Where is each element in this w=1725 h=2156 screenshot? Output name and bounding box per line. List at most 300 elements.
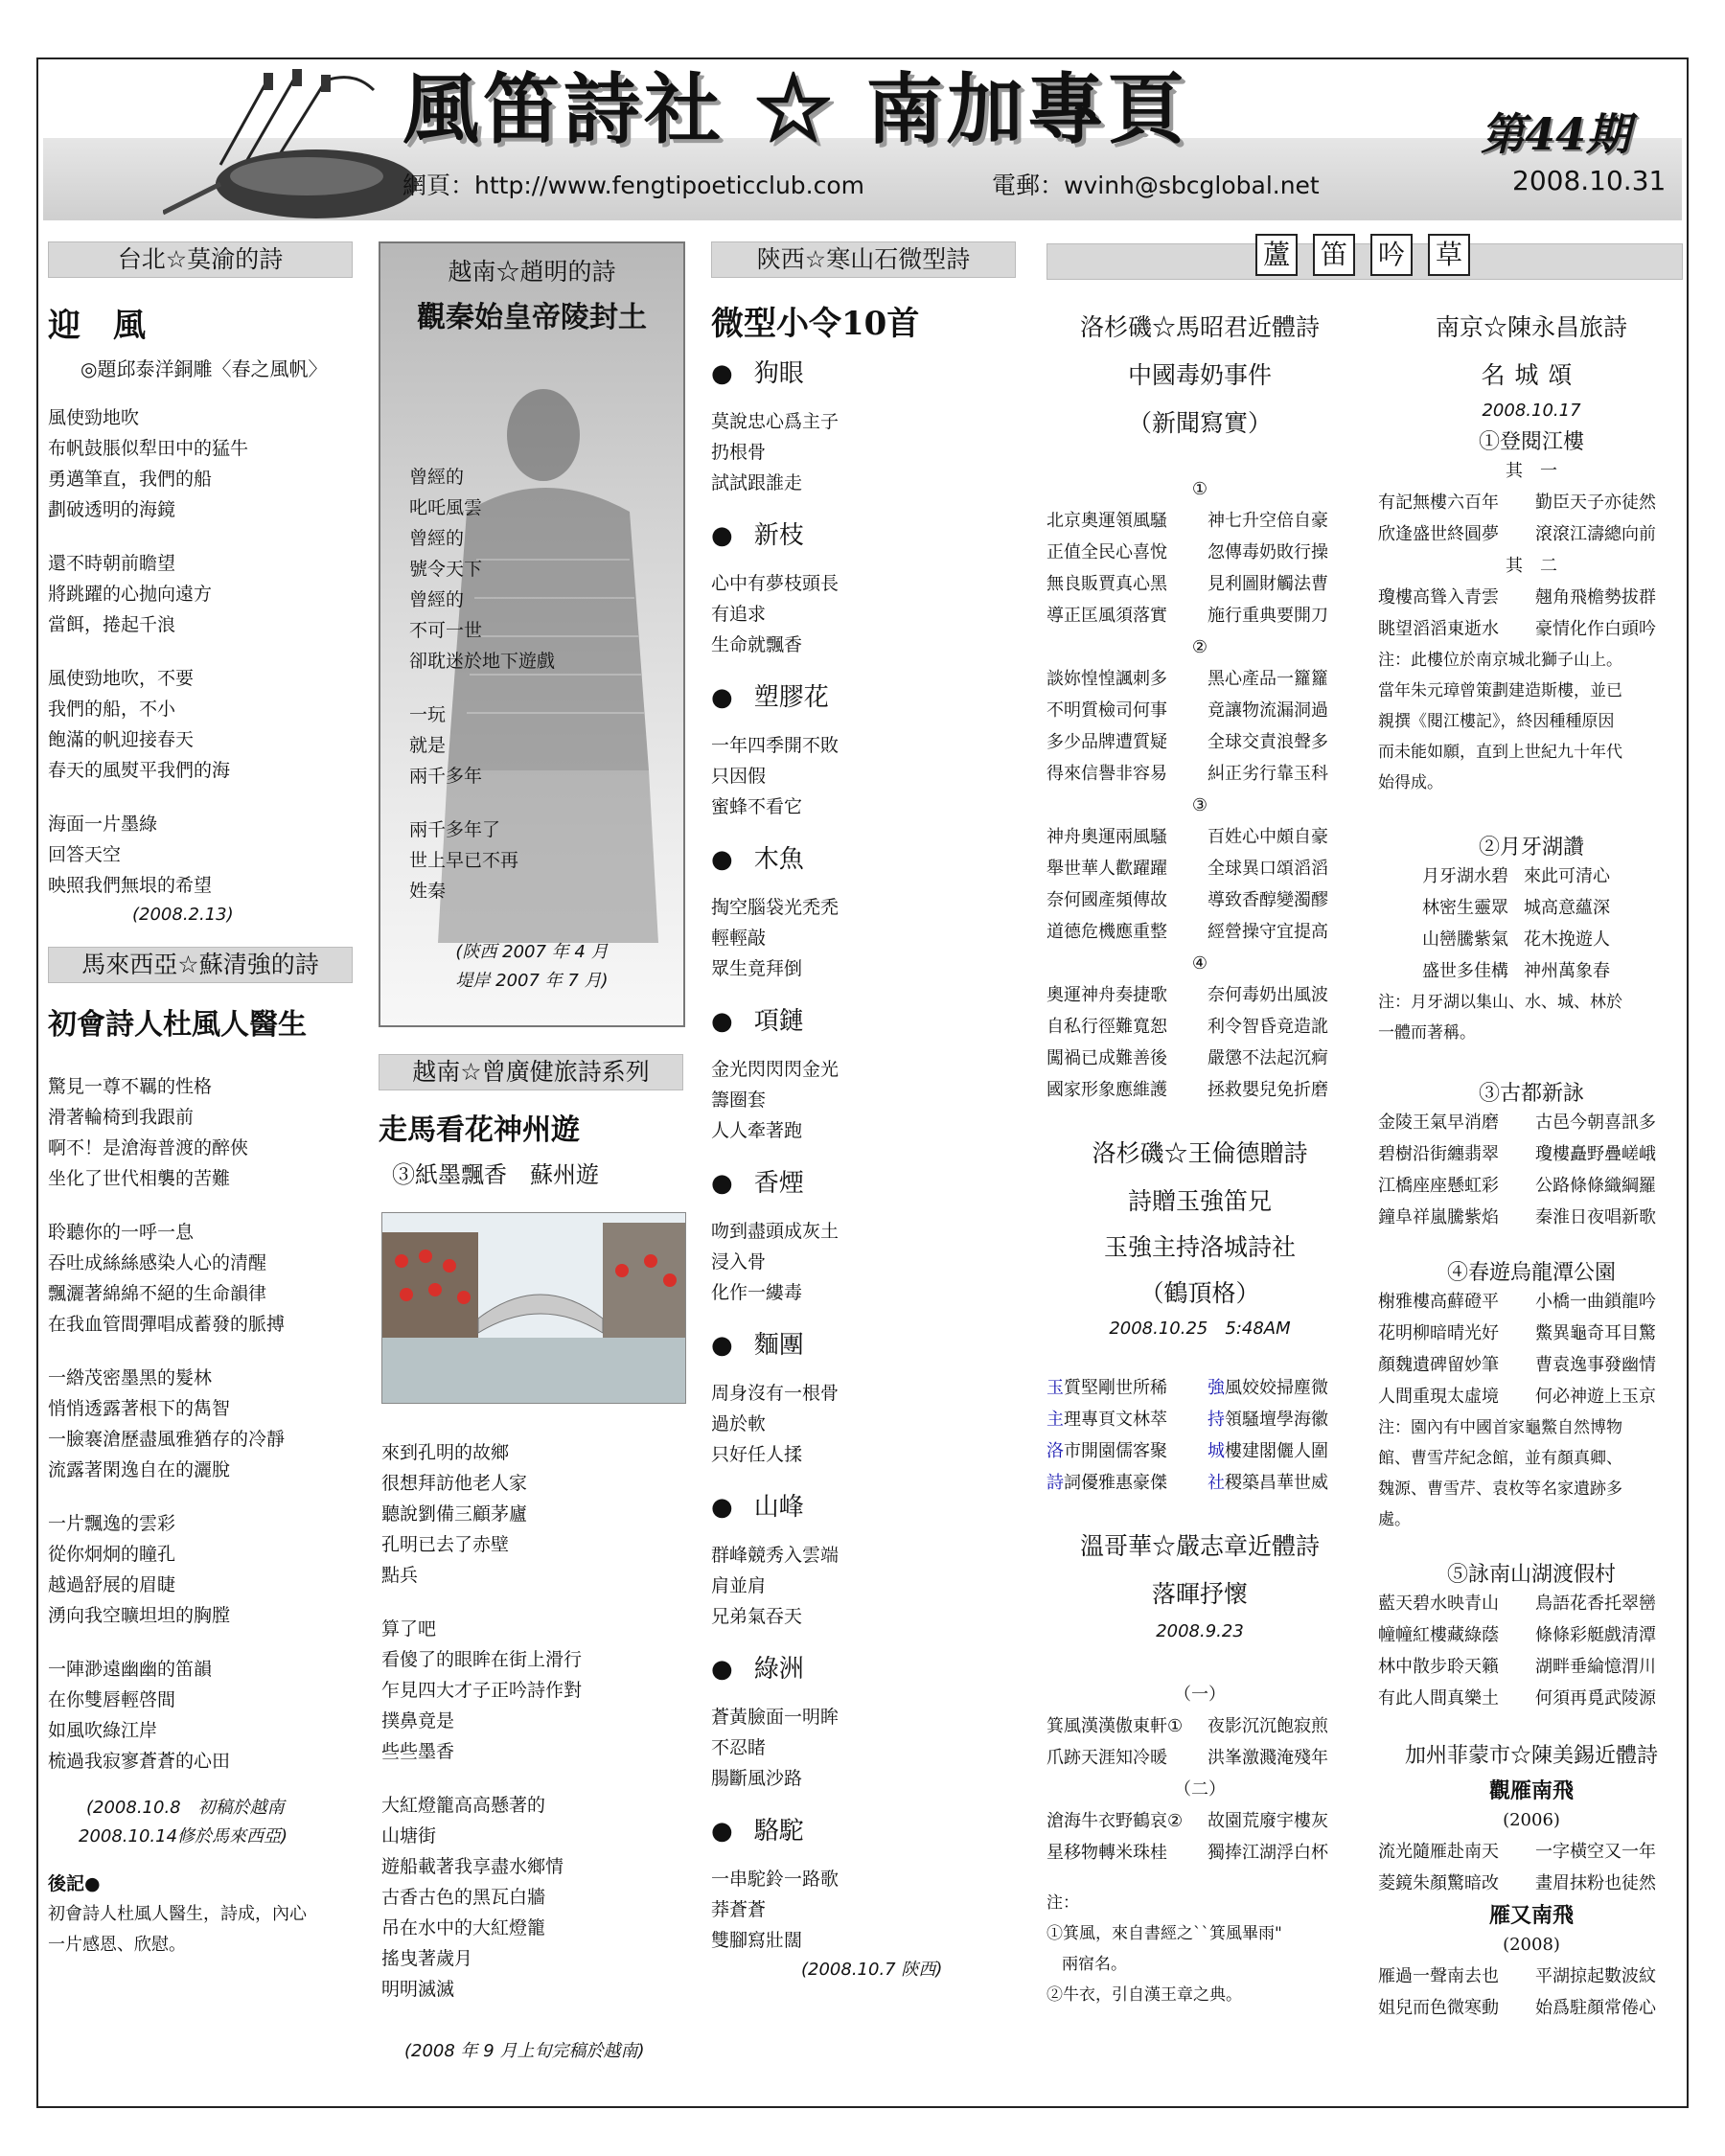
couplet-line: 全球異口頌滔滔 (1208, 859, 1328, 879)
couplet-line: 利令智昏竟造訛 (1208, 1017, 1328, 1037)
couplet-line: 山巒騰紫氣 (1422, 929, 1508, 950)
micro-poem-heading (711, 516, 1018, 551)
couplet-line: 鱉異龜奇耳目驚 (1535, 1323, 1656, 1343)
poem-line: 算了吧 (381, 1618, 437, 1640)
couplet-line: 滄海牛衣野鶴哀② (1046, 1811, 1184, 1831)
couplet-row (1378, 518, 1685, 550)
poem-line: 流露著閑逸自在的灑脫 (48, 1459, 231, 1480)
poem-line: 輕輕敲 (711, 928, 767, 949)
couplet-line: 一字橫空又一年 (1535, 1842, 1656, 1862)
couplet-group (1378, 1836, 1685, 1899)
acrostic-rest: 理專頁文林萃 (1064, 1410, 1167, 1430)
poem-line: 化作一縷毒 (711, 1282, 803, 1303)
poem-line: 海面一片墨綠 (48, 814, 158, 835)
couplet-row (1422, 860, 1685, 892)
couplet-line: 雁過一聲南去也 (1378, 1966, 1499, 1986)
poem-line: 叱吒風雲 (409, 497, 483, 518)
couplet-line: 菱鏡朱顏驚暗改 (1378, 1873, 1499, 1893)
couplet-row (1046, 695, 1353, 726)
poem-line: 驚見一尊不羈的性格 (48, 1076, 213, 1097)
poem-title: 迎 風 (48, 307, 146, 345)
note-text: ②牛衣，引自漢王章之典。 (1046, 1985, 1242, 2005)
couplet-group (1378, 1107, 1685, 1233)
couplet-row (1046, 726, 1353, 758)
couplet-group (1378, 1286, 1685, 1412)
couplet-line: 瓊樓高聳入青雲 (1378, 587, 1499, 608)
couplet-line: 嚴懲不法起沉痾 (1208, 1048, 1328, 1068)
couplet-line: 全球交責浪聲多 (1208, 732, 1328, 752)
couplet-line: 星移物轉米珠桂 (1046, 1843, 1167, 1863)
acrostic-row (1046, 1372, 1353, 1404)
poem-line: 風使勁地吹，不要 (48, 668, 195, 689)
couplet-row (1378, 1836, 1685, 1868)
acrostic-row (1046, 1435, 1353, 1467)
couplet-row (1378, 1381, 1685, 1412)
footnote-line: 處。 (1378, 1510, 1411, 1529)
footnote (1378, 645, 1685, 798)
poem-line: 看傻了的眼眸在街上滑行 (381, 1649, 583, 1670)
footnote-line: 注：園內有中國首家龜鱉自然博物 (1378, 1418, 1622, 1437)
note-label: 注： (1046, 1893, 1079, 1913)
website-link[interactable]: 網頁：http://www.fengtipoeticclub.com (402, 172, 865, 199)
couplet-row (1378, 1683, 1685, 1714)
header-char: 笛 (1313, 234, 1355, 276)
acrostic-head-char: 持 (1208, 1410, 1225, 1430)
footnote-line: 注：月牙湖以集山、水、城、林於 (1378, 993, 1622, 1012)
masthead-title: 風笛詩社 ☆ 南加專頁 (402, 64, 1188, 154)
section-header: 越南☆趙明的詩 (448, 258, 616, 286)
poem-date: 2008.10.14修於馬來西亞) (79, 1826, 288, 1846)
poem-date: 2008.10.25 5:48AM (1109, 1319, 1291, 1339)
couplet-line: 盛世多佳構 (1422, 961, 1508, 981)
couplet-line: 公路條條織綱羅 (1535, 1176, 1656, 1196)
bullet-icon: ● (711, 1331, 733, 1360)
couplet-line: 平湖掠起數波紋 (1535, 1966, 1656, 1986)
acrostic-head-char: 主 (1046, 1410, 1064, 1430)
stanza (48, 1363, 355, 1485)
couplet-line: 故園荒廢宇樓灰 (1208, 1811, 1328, 1831)
couplet-row (1378, 1992, 1685, 2024)
poem-line: 孔明已去了赤壁 (381, 1534, 510, 1555)
acrostic-head-char: 強 (1208, 1378, 1225, 1398)
poem-line: 兄弟氣吞天 (711, 1606, 803, 1627)
couplet-line: 神州萬象春 (1524, 961, 1610, 981)
column-4 (1046, 309, 1353, 2010)
micro-poem-body (711, 892, 1018, 984)
couplet-line: 林密生靈眾 (1422, 898, 1508, 918)
poem-line: 蒼黃臉面一明眸 (711, 1707, 840, 1728)
poem-line: 聽說劉備三顧茅廬 (381, 1503, 528, 1525)
couplet-row (1046, 1011, 1353, 1043)
stanza-label: 其 二 (1506, 556, 1557, 576)
couplet-line: 箕風漢漢傲東軒① (1046, 1716, 1184, 1736)
feature-box (379, 241, 685, 1027)
poem-date: 2008.10.17 (1482, 401, 1581, 421)
stanza (48, 1508, 355, 1631)
couplet-row (1046, 505, 1353, 537)
poem-line: 浸入骨 (711, 1251, 767, 1273)
couplet-line: 忽傳毒奶敗行操 (1208, 542, 1328, 562)
micro-poem-heading (711, 839, 1018, 875)
couplet-line: 花木挽遊人 (1524, 929, 1610, 950)
couplet-row (1378, 1588, 1685, 1619)
poem-subtitle: ①登閱江樓 (1478, 430, 1584, 454)
note-text: 兩宿名。 (1062, 1955, 1127, 1974)
couplet-line: 江橋座座懸虹彩 (1378, 1176, 1499, 1196)
bagpipe-icon (163, 69, 422, 222)
couplet-row (1378, 1961, 1685, 1992)
poem-line: 悄悄透露著根下的雋智 (48, 1398, 231, 1419)
couplet-line: 北京奧運領風騷 (1046, 511, 1167, 531)
acrostic-half (1046, 1372, 1208, 1404)
couplet-line: 秦淮日夜唱新歌 (1535, 1207, 1656, 1227)
poem-line: 一陣渺遠幽幽的笛韻 (48, 1659, 213, 1680)
poem-line: 從你炯炯的瞳孔 (48, 1544, 176, 1565)
suzhou-canal-photo (381, 1212, 686, 1404)
couplet-line: 欣逢盛世終圓夢 (1378, 524, 1499, 544)
poem-date: (2008.10.7 陝西) (801, 1960, 943, 1980)
poem-line: 撲鼻竟是 (381, 1710, 455, 1732)
micro-poem-name: 駱駝 (753, 1817, 804, 1846)
couplet-line: 鐘阜祥嵐騰紫焰 (1378, 1207, 1499, 1227)
postscript-text: 初會詩人杜風人醫生，詩成，內心 (48, 1904, 307, 1924)
poem-date: (2008 年 9 月上旬完稿於越南) (404, 2041, 645, 2061)
poem-line: 扔根骨 (711, 442, 767, 463)
couplet-group (1046, 1805, 1353, 1869)
poem-line: 有追求 (711, 604, 767, 625)
stanza (48, 809, 355, 901)
couplet-line: 施行重典要開刀 (1208, 606, 1328, 626)
poem-title: 微型小令10首 (711, 305, 920, 343)
poem-title: 走馬看花神州遊 (379, 1113, 580, 1147)
micro-poem-body (711, 730, 1018, 822)
poem-line: 金光閃閃閃金光 (711, 1059, 840, 1080)
couplet-line: 城高意蘊深 (1524, 898, 1610, 918)
couplet-row (1378, 1318, 1685, 1349)
couplet-row (1046, 884, 1353, 916)
micro-poem-body (711, 568, 1018, 660)
couplet-line: 有記無樓六百年 (1378, 493, 1499, 513)
footnote-line: 而未能如願，直到上世紀九十年代 (1378, 743, 1622, 762)
acrostic-head-char: 詩 (1046, 1473, 1064, 1493)
poem-line: 雙腳寫壯闊 (711, 1930, 803, 1951)
poem-line: 曾經的 (409, 467, 465, 488)
couplet-line: 不明質檢司何事 (1046, 700, 1167, 721)
poem-line: 曾經的 (409, 528, 465, 549)
poem-line: 群峰競秀入雲端 (711, 1545, 840, 1566)
micro-poem-name: 新枝 (753, 521, 804, 550)
acrostic-half (1046, 1404, 1208, 1435)
acrostic-rest: 風姣姣掃塵微 (1225, 1378, 1328, 1398)
masthead (43, 61, 1682, 222)
poem-line: 滑著輪椅到我跟前 (48, 1107, 195, 1128)
couplet-line: 糾正劣行靠玉科 (1208, 764, 1328, 784)
poem-title: 雁又南飛 (1488, 1903, 1574, 1928)
section-header: 馬來西亞☆蘇清強的詩 (48, 947, 353, 983)
couplet-row (1378, 1202, 1685, 1233)
poem-line: 生命就飄香 (711, 634, 803, 655)
couplet-row (1046, 1710, 1353, 1742)
poem-date: (2008.2.13) (132, 905, 234, 925)
poem-line: 風使勁地吹 (48, 407, 140, 428)
poem-line: 還不時朝前瞻望 (48, 553, 176, 574)
acrostic-row (1046, 1467, 1353, 1499)
couplet-line: 有此人間真樂土 (1378, 1688, 1499, 1709)
author-header: 洛杉磯☆王倫德贈詩 (1092, 1139, 1308, 1167)
acrostic-half (1208, 1410, 1328, 1430)
stanza (48, 1071, 355, 1194)
couplet-line: 眺望滔滔東逝水 (1378, 619, 1499, 639)
poem-line: 號令天下 (409, 559, 483, 580)
couplet-line: 談妳惶惶諷刺多 (1046, 669, 1167, 689)
canal-image (382, 1213, 685, 1403)
poem-subtitle: ②月牙湖讚 (1478, 836, 1584, 860)
couplet-line: 姐兒而色微寒動 (1378, 1998, 1499, 2018)
email-link[interactable]: 電郵：wvinh@sbcglobal.net (992, 172, 1320, 199)
poem-line: 春天的風熨平我們的海 (48, 760, 231, 781)
couplet-row (1046, 821, 1353, 853)
poem-line: 肩並肩 (711, 1575, 767, 1596)
couplet-line: 小橋一曲鎖龍吟 (1535, 1292, 1656, 1312)
footnote-line: 一體而著稱。 (1378, 1023, 1476, 1043)
poem-line: 心中有夢枝頭長 (711, 573, 840, 594)
couplet-row (1046, 758, 1353, 790)
couplet-row (1378, 1651, 1685, 1683)
poem-line: 布帆鼓脹似犁田中的猛牛 (48, 438, 249, 459)
poem-line: 回答天空 (48, 844, 122, 865)
bullet-icon: ● (711, 1817, 733, 1846)
couplet-line: 條條彩艇戲清潭 (1535, 1625, 1656, 1645)
couplet-row (1046, 600, 1353, 631)
poem-line: 曾經的 (409, 589, 465, 610)
couplet-line: 藍天碧水映青山 (1378, 1594, 1499, 1614)
poem-line: 在你雙唇輕啓間 (48, 1689, 176, 1710)
poem-line: 將跳躍的心抛向遠方 (48, 584, 213, 605)
footnote-line: 始得成。 (1378, 773, 1443, 792)
poem-line: 周身沒有一根骨 (711, 1383, 840, 1404)
poem-line: 梳過我寂寥蒼蒼的心田 (48, 1751, 231, 1772)
couplet-line: 竟讓物流漏洞過 (1208, 700, 1328, 721)
footnote-line: 注：此樓位於南京城北獅子山上。 (1378, 651, 1622, 670)
micro-poem-heading (711, 1649, 1018, 1685)
poem-subtitle: （鶴頂格） (1139, 1279, 1260, 1307)
poem-line: 不忍睹 (711, 1737, 767, 1758)
couplet-line: 國家形象應維護 (1046, 1080, 1167, 1100)
micro-poem-heading (711, 354, 1018, 389)
couplet-row (1422, 924, 1685, 955)
poem-year: (2006) (1503, 1810, 1560, 1830)
micro-poem-name: 木魚 (753, 845, 804, 874)
bullet-icon: ● (711, 521, 733, 550)
poem-line: 莽蒼蒼 (711, 1899, 767, 1920)
poem-line: 試試跟誰走 (711, 472, 803, 493)
stanza-number: （二） (1174, 1779, 1226, 1800)
author-header: 溫哥華☆嚴志章近體詩 (1079, 1532, 1320, 1560)
couplet-line: 金陵王氣早消磨 (1378, 1112, 1499, 1133)
couplet-line: 湖畔垂綸憶渭川 (1535, 1657, 1656, 1677)
micro-poem-body (711, 1864, 1018, 1956)
couplet-line: 得來信譽非容易 (1046, 764, 1167, 784)
couplet-line: 奈何毒奶出風波 (1208, 985, 1328, 1005)
poem-subtitle: ⑤詠南山湖渡假村 (1446, 1563, 1616, 1587)
couplet-line: 碧樹沿街纏翡翠 (1378, 1144, 1499, 1164)
poem-title: 名城頌 (1481, 361, 1582, 389)
couplet-row (1046, 916, 1353, 948)
couplet-line: 曹袁逸事發幽情 (1535, 1355, 1656, 1375)
poem-subtitle: ③古都新詠 (1478, 1082, 1584, 1106)
footnote (1378, 1412, 1685, 1535)
stanza (48, 402, 355, 525)
poem-line: 兩千多年了 (409, 819, 501, 840)
couplet-row (1046, 1043, 1353, 1074)
couplet-line: 夜影沉沉飽寂煎 (1208, 1716, 1328, 1736)
column-3 (711, 241, 1018, 1984)
couplet-row (1378, 1868, 1685, 1899)
poem-line: 一年四季開不敗 (711, 735, 840, 756)
couplet-line: 獨捧江湖浮白杯 (1208, 1843, 1328, 1863)
poem-line: 姓秦 (409, 881, 447, 902)
micro-poem-body (711, 1540, 1018, 1632)
stanza (48, 1217, 355, 1340)
couplet-row (1046, 568, 1353, 600)
couplet-line: 瓊樓矗野疊嵯峨 (1535, 1144, 1656, 1164)
section-header: 越南☆曾廣健旅詩系列 (379, 1054, 683, 1090)
poem-line: 大紅燈籠高高懸著的 (381, 1795, 546, 1816)
acrostic-head-char: 社 (1208, 1473, 1225, 1493)
poem-line: 啊不！是滄海普渡的醉俠 (48, 1137, 249, 1158)
poem-subtitle: ◎題邱泰洋銅雕〈春之風帆〉 (80, 357, 328, 380)
couplet-row (1422, 892, 1685, 924)
footnote-line: 當年朱元璋曾策劃建造斯樓，並已 (1378, 681, 1622, 700)
micro-poem-heading (711, 677, 1018, 713)
couplet-group (1378, 1961, 1685, 2024)
author-header: 加州菲蒙市☆陳美錫近體詩 (1404, 1744, 1658, 1768)
couplet-row (1046, 537, 1353, 568)
couplet-line: 花明柳暗晴光好 (1378, 1323, 1499, 1343)
couplet-line: 神七升空倍自豪 (1208, 511, 1328, 531)
couplet-row (1046, 663, 1353, 695)
poem-line: 些些墨香 (381, 1741, 455, 1762)
poem-date: (2008.10.8 初稿於越南 (86, 1798, 285, 1818)
poem-line: 莫說忠心爲主子 (711, 411, 840, 432)
acrostic-half (1208, 1378, 1328, 1398)
bullet-icon: ● (711, 1655, 733, 1684)
poem-line: 兩千多年 (409, 766, 483, 787)
couplet-row (1378, 487, 1685, 518)
acrostic-head-char: 玉 (1046, 1378, 1064, 1398)
poem-line: 人人牽著跑 (711, 1120, 803, 1141)
poem-line: 湧向我空曠坦坦的胸膛 (48, 1605, 231, 1626)
couplet-line: 導致香醇變濁醪 (1208, 890, 1328, 910)
poem-line: 掏空腦袋光禿禿 (711, 897, 840, 918)
micro-poem-name: 狗眼 (753, 359, 804, 388)
couplet-line: 林中散步聆天籟 (1378, 1657, 1499, 1677)
postscript-label: 後記● (48, 1873, 101, 1894)
poem-line: 古香古色的黑瓦白牆 (381, 1887, 546, 1908)
poem-date: 2008.9.23 (1156, 1621, 1244, 1641)
poem-line: 飽滿的帆迎接春天 (48, 729, 195, 750)
micro-poem-body (711, 1702, 1018, 1794)
poem-line: 吞吐成絲絲感染人心的清醒 (48, 1252, 267, 1273)
poem-title: 初會詩人杜風人醫生 (48, 1008, 307, 1042)
couplet-group (1046, 979, 1353, 1106)
couplet-row (1046, 1074, 1353, 1106)
acrostic-rest: 質堅剛世所稀 (1064, 1378, 1167, 1398)
couplet-line: 鳥語花香托翠巒 (1535, 1594, 1656, 1614)
couplet-group (1378, 582, 1685, 645)
bullet-icon: ● (711, 359, 733, 388)
poem-title: 觀雁南飛 (1488, 1778, 1574, 1803)
couplet-line: 榭雅樓高蘚磴平 (1378, 1292, 1499, 1312)
acrostic-rest: 市開園儒客聚 (1064, 1441, 1167, 1461)
couplet-row (1046, 1837, 1353, 1869)
poem-title: 觀秦始皇帝陵封土 (417, 301, 647, 334)
couplet-line: 月牙湖水碧 (1422, 866, 1508, 886)
couplet-line: 勤臣天子亦徒然 (1535, 493, 1656, 513)
micro-poem-body (711, 1378, 1018, 1470)
couplet-row (1046, 1742, 1353, 1774)
poem-line: 籌圈套 (711, 1089, 767, 1111)
couplet-line: 奈何國產頻傳故 (1046, 890, 1167, 910)
couplet-row (1378, 582, 1685, 613)
bullet-icon: ● (711, 1007, 733, 1036)
couplet-row (1046, 979, 1353, 1011)
poem-subtitle: ④春遊烏龍潭公園 (1446, 1261, 1616, 1285)
author-header: 洛杉磯☆馬昭君近體詩 (1079, 313, 1320, 341)
section-header: 陝西☆寒山石微型詩 (711, 241, 1016, 278)
couplet-line: 多少品牌遭質疑 (1046, 732, 1167, 752)
poem-line: 蜜蜂不看它 (711, 796, 803, 817)
couplet-line: 神舟奧運兩風騷 (1046, 827, 1167, 847)
footnote-line: 館、曹雪芹紀念館，並有顏真卿、 (1378, 1449, 1622, 1468)
bullet-icon: ● (711, 845, 733, 874)
couplet-row (1046, 1805, 1353, 1837)
couplet-row (1378, 1619, 1685, 1651)
poem-line: 卻耽迷於地下遊戲 (409, 651, 556, 672)
bullet-icon: ● (711, 1493, 733, 1522)
micro-poem-heading (711, 1325, 1018, 1361)
poem-line: 乍見四大才子正吟詩作對 (381, 1680, 583, 1701)
poem-line: 很想拜訪他老人家 (381, 1473, 528, 1494)
acrostic-rest: 詞優雅惠豪傑 (1064, 1473, 1167, 1493)
couplet-line: 來此可清心 (1524, 866, 1610, 886)
couplet-line: 爪跡天涯知冷暖 (1046, 1748, 1167, 1768)
stanza-number: ① (1191, 479, 1208, 499)
couplet-group (1046, 505, 1353, 631)
poem-line: 點兵 (381, 1565, 419, 1586)
poem-line: 一綹茂密墨黑的髮林 (48, 1367, 213, 1388)
poem-title: 中國毒奶事件 (1127, 361, 1272, 389)
couplet-group (1378, 1588, 1685, 1714)
poem-line: 越過舒展的眉睫 (48, 1574, 176, 1595)
poem-line: 一片飄逸的雲彩 (48, 1513, 176, 1534)
couplet-row (1378, 1349, 1685, 1381)
couplet-line: 自私行徑難寬恕 (1046, 1017, 1167, 1037)
poem-line: 只好任人揉 (711, 1444, 803, 1465)
poem-line: 如風吹綠江岸 (48, 1720, 158, 1741)
couplet-row (1378, 1286, 1685, 1318)
couplet-group (1378, 487, 1685, 550)
couplet-row (1046, 853, 1353, 884)
poem-line: 在我血管間彈唱成蓄發的脈搏 (48, 1314, 286, 1335)
couplet-line: 古邑今朝喜訊多 (1535, 1112, 1656, 1133)
stanza-number: ④ (1191, 953, 1208, 974)
column-2-lower (379, 1054, 685, 1189)
poem-line: 搖曳著歲月 (381, 1948, 473, 1969)
micro-poem-heading (711, 1487, 1018, 1523)
couplet-line: 何必神遊上玉京 (1535, 1387, 1656, 1407)
micro-poem-name: 麵團 (753, 1331, 804, 1360)
